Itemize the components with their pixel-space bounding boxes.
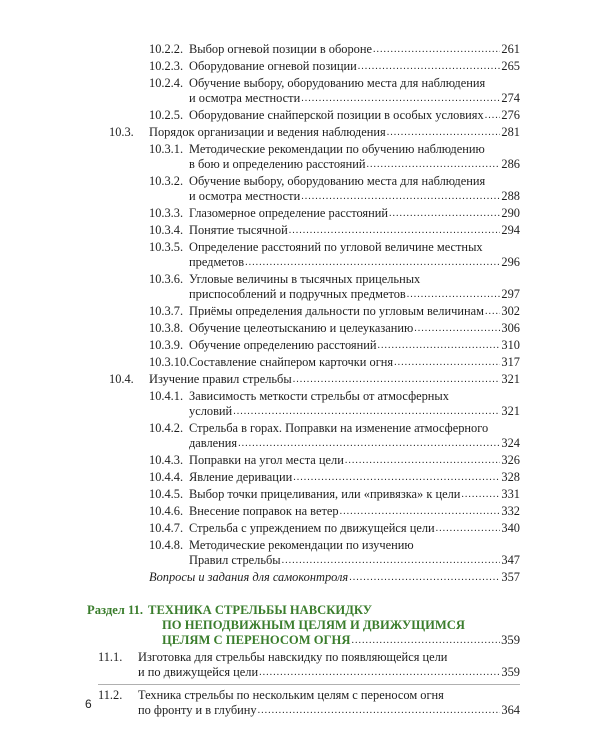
leader-dots <box>301 91 500 106</box>
entry-page: 261 <box>501 42 520 56</box>
entry-title-continued: Правил стрельбы <box>189 553 281 567</box>
entry-number: 10.3.6. <box>149 272 184 286</box>
entry-page: 288 <box>501 189 520 203</box>
entry-title: Определение расстояний по угловой величине местных <box>189 240 483 254</box>
entry-title: Оборудование огневой позиции <box>189 59 357 73</box>
entry-page: 340 <box>501 521 520 535</box>
leader-dots <box>367 157 501 172</box>
entry-title: Обучение целеотысканию и целеуказанию <box>189 321 414 335</box>
leader-dots <box>461 487 500 502</box>
entry-number: 10.4. <box>109 372 134 386</box>
entry-page: 364 <box>501 703 520 717</box>
entry-title: Стрельба в горах. Поправки на изменение атмосферного <box>189 421 489 435</box>
leader-dots <box>378 338 501 353</box>
toc-entry <box>0 108 600 123</box>
entry-title: Выбор точки прицеливания, или «привязка» к цели <box>189 487 461 501</box>
entry-number: 10.4.1. <box>149 389 184 403</box>
toc-entry <box>98 688 520 718</box>
leader-dots <box>238 436 500 451</box>
leader-dots <box>436 521 501 536</box>
entry-page: 281 <box>501 125 520 139</box>
entry-number: 10.2.2. <box>149 42 184 56</box>
leader-dots <box>351 633 500 648</box>
leader-dots <box>485 108 501 123</box>
leader-dots <box>407 287 501 302</box>
entry-number: 10.2.3. <box>149 59 184 73</box>
entry-title-continued: предметов <box>189 255 245 269</box>
leader-dots <box>345 453 501 468</box>
entry-title: Внесение поправок на ветер <box>189 504 339 518</box>
entry-number: 11.1. <box>98 650 123 664</box>
entry-page: 326 <box>501 453 520 467</box>
page-number: 6 <box>85 697 92 711</box>
toc-entry <box>0 206 600 221</box>
entry-title: Изготовка для стрельбы навскидку по появляющейся цели <box>138 650 448 664</box>
entry-page: 296 <box>501 255 520 269</box>
entry-number: 10.4.6. <box>149 504 184 518</box>
toc-entry <box>0 125 600 140</box>
entry-page: 321 <box>501 372 520 386</box>
leader-dots <box>293 372 501 387</box>
leader-dots <box>245 255 500 270</box>
entry-number: 10.3.4. <box>149 223 184 237</box>
entry-page: 331 <box>501 487 520 501</box>
entry-page: 265 <box>501 59 520 73</box>
separator-line <box>98 684 520 685</box>
entry-page: 297 <box>501 287 520 301</box>
entry-title-continued: и осмотра местности <box>189 91 301 105</box>
leader-dots <box>289 223 501 238</box>
section-title-line: ТЕХНИКА СТРЕЛЬБЫ НАВСКИДКУ <box>148 603 372 617</box>
entry-number: 10.3. <box>109 125 134 139</box>
entry-number: 10.4.8. <box>149 538 184 552</box>
leader-dots <box>414 321 500 336</box>
leader-dots <box>389 206 500 221</box>
leader-dots <box>485 304 500 319</box>
entry-page: 357 <box>501 570 520 584</box>
entry-title: Порядок организации и ведения наблюдения <box>149 125 386 139</box>
entry-page: 332 <box>501 504 520 518</box>
toc-entry <box>98 650 520 680</box>
leader-dots <box>259 665 500 680</box>
toc-entry <box>0 521 600 536</box>
section-title-line: ПО НЕПОДВИЖНЫМ ЦЕЛЯМ И ДВИЖУЩИМСЯ <box>162 618 465 632</box>
entry-number: 10.3.1. <box>149 142 184 156</box>
section-prefix: Раздел 11. <box>87 603 144 617</box>
entry-page: 294 <box>501 223 520 237</box>
entry-number: 10.4.3. <box>149 453 184 467</box>
leader-dots <box>373 42 500 57</box>
entry-page: 290 <box>501 206 520 220</box>
entry-number: 10.3.10. <box>149 355 190 369</box>
toc-entry <box>0 59 600 74</box>
toc-entry <box>0 321 600 336</box>
entry-title: Угловые величины в тысячных прицельных <box>189 272 421 286</box>
leader-dots <box>258 703 501 718</box>
entry-title: Методические рекомендации по обучению наблюдению <box>189 142 485 156</box>
toc-entry <box>0 355 600 370</box>
toc-entry <box>0 389 600 419</box>
entry-page: 276 <box>501 108 520 122</box>
entry-page: 310 <box>501 338 520 352</box>
entry-title-continued: в бою и определению расстояний <box>189 157 366 171</box>
entry-title-continued: по фронту и в глубину <box>138 703 257 717</box>
entry-title: Оборудование снайперской позиции в особых условиях <box>189 108 484 122</box>
entry-title: Явление деривации <box>189 470 293 484</box>
toc-entry <box>0 453 600 468</box>
entry-title: Обучение выбору, оборудованию места для наблюдения <box>189 76 486 90</box>
entry-title-continued: и по движущейся цели <box>138 665 259 679</box>
leader-dots <box>293 470 500 485</box>
toc-entry <box>0 42 600 57</box>
entry-page: 328 <box>501 470 520 484</box>
entry-title: Приёмы определения дальности по угловым величинам <box>189 304 484 318</box>
leader-dots <box>340 504 501 519</box>
entry-title: Методические рекомендации по изучению <box>189 538 414 552</box>
toc-entry-self-check <box>0 570 600 585</box>
entry-title: Вопросы и задания для самоконтроля <box>149 570 349 584</box>
entry-page: 317 <box>501 355 520 369</box>
toc-entry <box>0 240 600 270</box>
leader-dots <box>301 189 500 204</box>
entry-title-continued: и осмотра местности <box>189 189 301 203</box>
entry-title: Выбор огневой позиции в обороне <box>189 42 372 56</box>
toc-entry <box>0 504 600 519</box>
toc-entry <box>0 76 600 106</box>
entry-title: Обучение определению расстояний <box>189 338 377 352</box>
entry-title-continued: условий <box>189 404 233 418</box>
toc-entry <box>0 421 600 451</box>
entry-number: 10.4.7. <box>149 521 184 535</box>
entry-number: 10.3.3. <box>149 206 184 220</box>
leader-dots <box>233 404 500 419</box>
entry-number: 10.3.8. <box>149 321 184 335</box>
entry-page: 359 <box>501 665 520 679</box>
entry-title: Стрельба с упреждением по движущейся цели <box>189 521 435 535</box>
toc-entry <box>0 487 600 502</box>
entry-number: 11.2. <box>98 688 123 702</box>
leader-dots <box>394 355 500 370</box>
toc-entry <box>0 223 600 238</box>
entry-number: 10.2.4. <box>149 76 184 90</box>
entry-number: 10.4.5. <box>149 487 184 501</box>
entry-title-continued: давления <box>189 436 238 450</box>
toc-entry <box>0 538 600 568</box>
leader-dots <box>349 570 500 585</box>
entry-title: Составление снайпером карточки огня <box>189 355 394 369</box>
toc-entry <box>0 272 600 302</box>
entry-title: Обучение выбору, оборудованию места для наблюдения <box>189 174 486 188</box>
section-heading <box>87 603 520 648</box>
entry-page: 306 <box>501 321 520 335</box>
entry-title-continued: приспособлений и подручных предметов <box>189 287 406 301</box>
entry-number: 10.2.5. <box>149 108 184 122</box>
entry-number: 10.3.9. <box>149 338 184 352</box>
entry-title: Зависимость меткости стрельбы от атмосферных <box>189 389 449 403</box>
entry-title: Техника стрельбы по нескольким целям с переносом огня <box>138 688 444 702</box>
toc-entry <box>0 142 600 172</box>
entry-page: 324 <box>501 436 520 450</box>
toc-entry <box>0 304 600 319</box>
leader-dots <box>282 553 501 568</box>
entry-number: 10.4.4. <box>149 470 184 484</box>
toc-entry <box>0 338 600 353</box>
entry-number: 10.3.5. <box>149 240 184 254</box>
section-page: 359 <box>501 633 520 647</box>
leader-dots <box>358 59 501 74</box>
toc-entry <box>0 470 600 485</box>
entry-page: 321 <box>501 404 520 418</box>
entry-page: 274 <box>501 91 520 105</box>
toc-entry <box>0 174 600 204</box>
entry-title: Глазомерное определение расстояний <box>189 206 389 220</box>
entry-page: 302 <box>501 304 520 318</box>
entry-number: 10.3.2. <box>149 174 184 188</box>
section-title-line: ЦЕЛЯМ С ПЕРЕНОСОМ ОГНЯ <box>162 633 351 647</box>
leader-dots <box>387 125 501 140</box>
entry-page: 286 <box>501 157 520 171</box>
entry-page: 347 <box>501 553 520 567</box>
entry-number: 10.4.2. <box>149 421 184 435</box>
entry-number: 10.3.7. <box>149 304 184 318</box>
entry-title: Изучение правил стрельбы <box>149 372 292 386</box>
entry-title: Поправки на угол места цели <box>189 453 344 467</box>
toc-entry <box>0 372 600 387</box>
entry-title: Понятие тысячной <box>189 223 288 237</box>
